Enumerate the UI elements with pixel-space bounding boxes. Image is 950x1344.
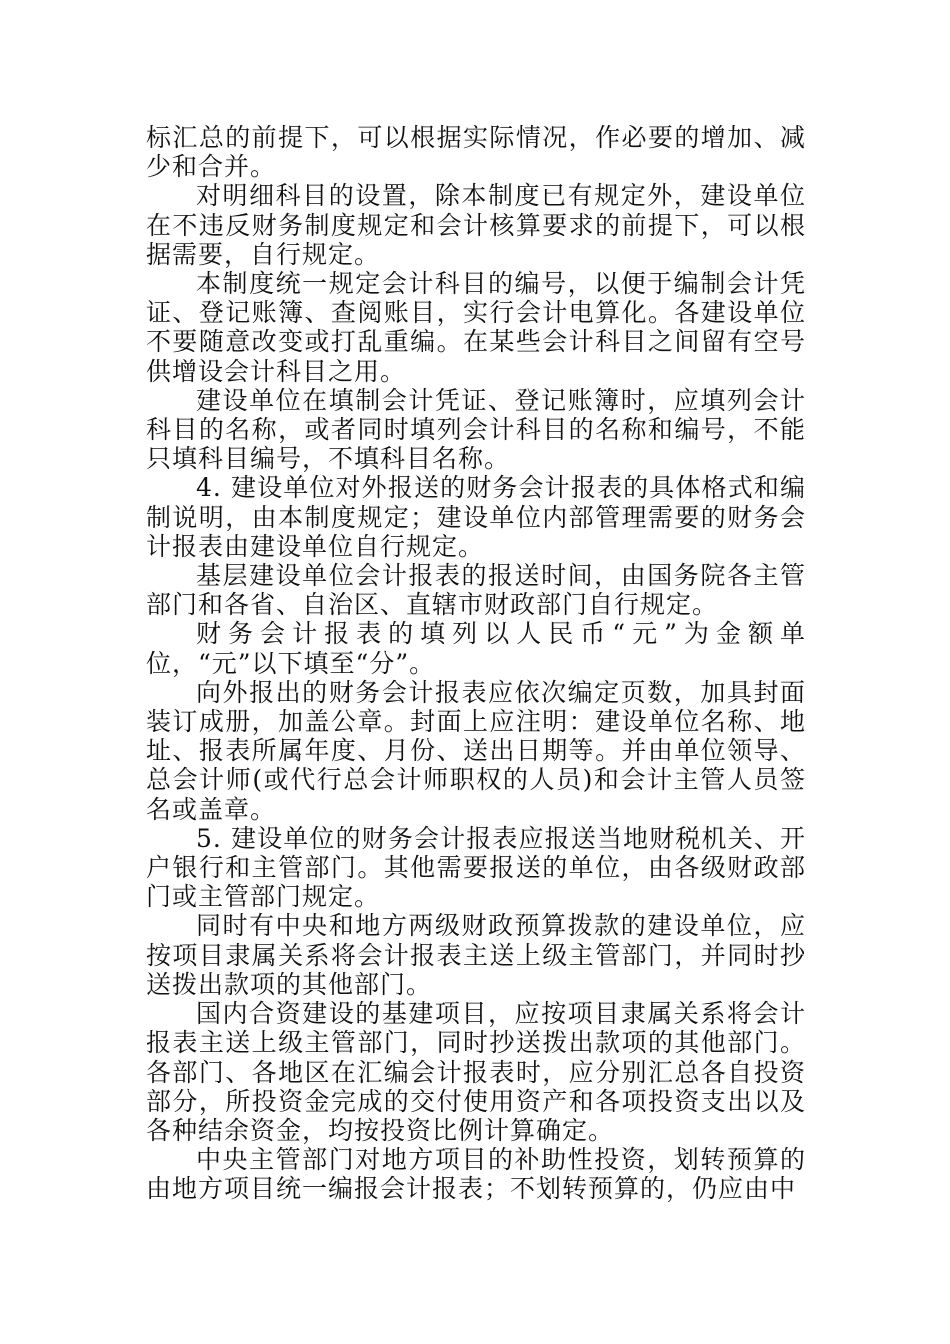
- paragraph-1: 标汇总的前提下，可以根据实际情况，作必要的增加、减少和合并。: [146, 123, 806, 182]
- paragraph-3: 本制度统一规定会计科目的编号，以便于编制会计凭证、登记账簿、查阅账目，实行会计电算化。各建设单位不要随意改变或打乱重编。在某些会计科目之间留有空号供增设会计科目之用。: [146, 269, 806, 386]
- paragraph-2: 对明细科目的设置，除本制度已有规定外，建设单位在不违反财务制度规定和会计核算要求的前提下，可以根据需要，自行规定。: [146, 181, 806, 269]
- paragraph-10: 同时有中央和地方两级财政预算拨款的建设单位，应按项目隶属关系将会计报表主送上级主管部门，并同时抄送拨出款项的其他部门。: [146, 911, 806, 999]
- document-page: [146, 123, 806, 1204]
- paragraph-4: 建设单位在填制会计凭证、登记账簿时，应填列会计科目的名称，或者同时填列会计科目的名称和编号，不能只填科目编号，不填科目名称。: [146, 385, 806, 474]
- paragraph-6: 基层建设单位会计报表的报送时间，由国务院各主管部门和各省、自治区、直辖市财政部门自行规定。: [146, 561, 806, 620]
- paragraph-7: 财务会计报表的填列以人民币“元”为金额单位，“元”以下填至“分”。: [146, 619, 806, 678]
- paragraph-8: 向外报出的财务会计报表应依次编定页数，加具封面装订成册，加盖公章。封面上应注明：建设单位名称、地址、报表所属年度、月份、送出日期等。并由单位领导、总会计师(或代行总会计师职权的人员)和会计主管人员签名或盖章。: [146, 677, 806, 824]
- paragraph-5: 4. 建设单位对外报送的财务会计报表的具体格式和编制说明，由本制度规定；建设单位内部管理需要的财务会计报表由建设单位自行规定。: [146, 473, 806, 561]
- paragraph-12: 中央主管部门对地方项目的补助性投资，划转预算的由地方项目统一编报会计报表；不划转预算的，仍应由中: [146, 1145, 806, 1204]
- paragraph-11: 国内合资建设的基建项目，应按项目隶属关系将会计报表主送上级主管部门，同时抄送拨出款项的其他部门。各部门、各地区在汇编会计报表时，应分别汇总各自投资部分，所投资金完成的交付使用资产和各项投资支出以及各种结余资金，均按投资比例计算确定。: [146, 999, 806, 1145]
- paragraph-9: 5. 建设单位的财务会计报表应报送当地财税机关、开户银行和主管部门。其他需要报送的单位，由各级财政部门或主管部门规定。: [146, 823, 806, 912]
